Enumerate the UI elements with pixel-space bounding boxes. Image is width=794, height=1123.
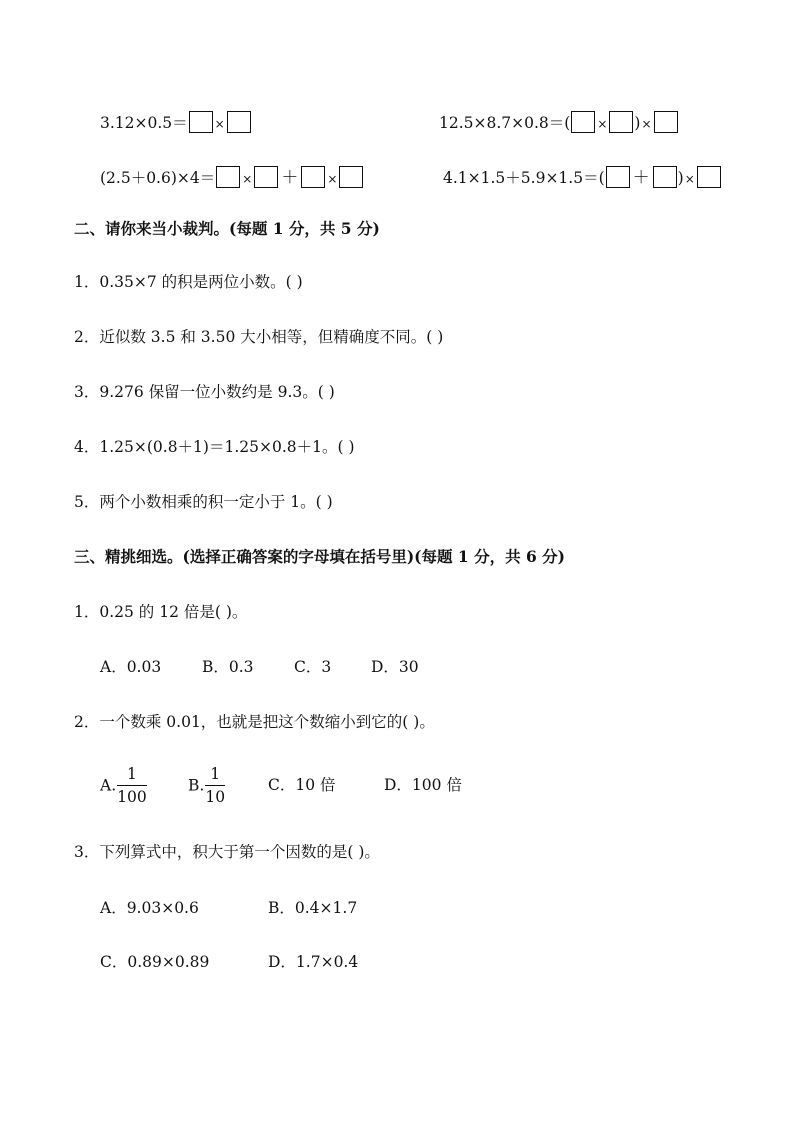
judge-item-3: 3．9.276 保留一位小数约是 9.3。( ): [74, 383, 335, 401]
choice-q1-option-d[interactable]: D．30: [371, 658, 419, 676]
choice-q2-option-c[interactable]: C．10 倍: [268, 776, 336, 794]
times-sign: ×: [242, 172, 253, 186]
choice-q2-option-b[interactable]: [188, 763, 225, 808]
answer-box[interactable]: [189, 111, 213, 133]
choice-q3-option-b[interactable]: B．0.4×1.7: [268, 899, 358, 917]
choice-q1-stem: 1．0.25 的 12 倍是( )。: [74, 603, 248, 621]
answer-box[interactable]: [301, 166, 325, 188]
judge-item-5: 5．两个小数相乘的积一定小于 1。( ): [74, 493, 333, 511]
choice-q3-stem: 3．下列算式中，积大于第一个因数的是( )。: [74, 843, 380, 861]
times-sign: ×: [327, 172, 338, 186]
choice-q3-option-a[interactable]: A．9.03×0.6: [100, 899, 199, 917]
answer-box[interactable]: [339, 166, 363, 188]
answer-box[interactable]: [653, 166, 677, 188]
fraction-denominator: 10: [205, 788, 226, 806]
option-letter: B.: [188, 776, 205, 795]
judge-item-1: 1．0.35×7 的积是两位小数。( ): [74, 273, 303, 291]
section2-title: 二、请你来当小裁判。(每题 1 分，共 5 分): [74, 219, 380, 238]
paren-open: (: [598, 169, 605, 187]
times-sign: ×: [597, 117, 608, 131]
answer-box[interactable]: [216, 166, 240, 188]
plus-sign: ＋: [632, 168, 650, 188]
choice-q1-option-c[interactable]: C．3: [294, 658, 332, 676]
fraction: [205, 763, 225, 808]
choice-q2-option-a[interactable]: [100, 763, 147, 808]
answer-box[interactable]: [571, 111, 595, 133]
expression-text: (2.5＋0.6)×4＝: [100, 169, 216, 187]
judge-item-4: 4．1.25×(0.8＋1)＝1.25×0.8＋1。( ): [74, 438, 355, 456]
times-sign: ×: [684, 172, 695, 186]
answer-box[interactable]: [609, 111, 633, 133]
judge-item-2: 2．近似数 3.5 和 3.50 大小相等，但精确度不同。( ): [74, 328, 444, 346]
expression-text: 4.1×1.5＋5.9×1.5＝: [443, 169, 599, 187]
section3-title: 三、精挑细选。(选择正确答案的字母填在括号里)(每题 1 分，共 6 分): [74, 547, 565, 566]
paren-open: (: [564, 114, 571, 132]
choice-q3-option-d[interactable]: D．1.7×0.4: [268, 953, 359, 971]
fraction: [117, 763, 147, 808]
answer-box[interactable]: [227, 111, 251, 133]
answer-box[interactable]: [654, 111, 678, 133]
choice-q2-stem: 2．一个数乘 0.01，也就是把这个数缩小到它的( )。: [74, 713, 435, 731]
plus-sign: ＋: [281, 168, 299, 188]
answer-box[interactable]: [606, 166, 630, 188]
paren-close: ): [634, 114, 641, 132]
times-sign: ×: [641, 117, 652, 131]
expression-text: 3.12×0.5＝: [100, 114, 188, 132]
choice-q1-option-a[interactable]: A．0.03: [100, 658, 162, 676]
fill-row2-right: [443, 166, 722, 190]
choice-q3-option-c[interactable]: C．0.89×0.89: [100, 953, 210, 971]
paren-close: ): [677, 169, 684, 187]
fraction-numerator: 1: [205, 763, 225, 786]
choice-q2-option-d[interactable]: D．100 倍: [384, 776, 462, 794]
times-sign: ×: [214, 117, 225, 131]
fill-row1-left: [100, 111, 252, 135]
choice-q1-option-b[interactable]: B．0.3: [202, 658, 254, 676]
expression-text: 12.5×8.7×0.8＝: [439, 114, 565, 132]
answer-box[interactable]: [254, 166, 278, 188]
fraction-denominator: 100: [117, 788, 147, 806]
fraction-numerator: 1: [117, 763, 147, 786]
answer-box[interactable]: [697, 166, 721, 188]
fill-row1-right: [439, 111, 679, 135]
option-letter: A.: [100, 776, 117, 795]
fill-row2-left: [100, 166, 364, 190]
